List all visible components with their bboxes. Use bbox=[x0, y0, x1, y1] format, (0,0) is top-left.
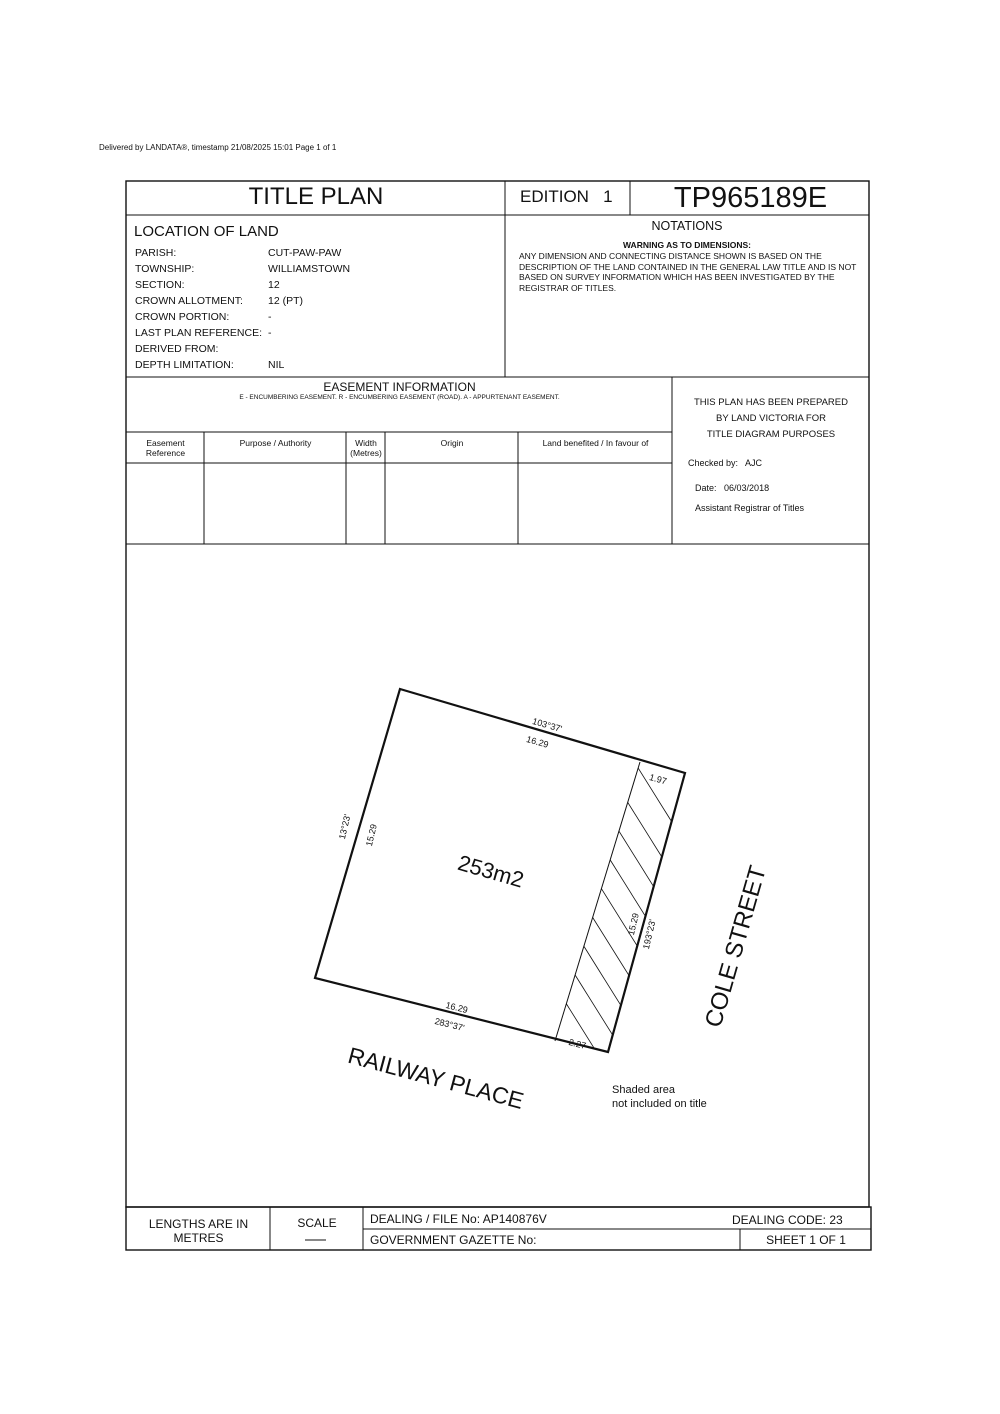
date-label: Date: bbox=[695, 483, 717, 493]
top-length: 16.29 bbox=[525, 734, 550, 750]
location-label: PARISH: bbox=[135, 247, 177, 259]
location-label: LAST PLAN REFERENCE: bbox=[135, 327, 263, 339]
easement-subtitle: E - ENCUMBERING EASEMENT. R - ENCUMBERING EASEMENT (ROAD). A - APPURTENANT EASEMENT. bbox=[239, 394, 560, 401]
delivery-stamp: Delivered by LANDATA®, timestamp 21/08/2025 15:01 Page 1 of 1 bbox=[99, 143, 337, 152]
location-label: DERIVED FROM: bbox=[135, 343, 219, 355]
document-title: TITLE PLAN bbox=[248, 183, 384, 210]
warning-title: WARNING AS TO DIMENSIONS: bbox=[623, 240, 751, 250]
checked-by-label: Checked by: bbox=[688, 458, 739, 468]
dealing-code: DEALING CODE: 23 bbox=[732, 1213, 843, 1227]
street-name-cole-street: COLE STREET bbox=[700, 862, 772, 1031]
street-name-railway-place: RAILWAY PLACE bbox=[345, 1042, 527, 1114]
easement-title: EASEMENT INFORMATION bbox=[323, 380, 476, 394]
location-value: - bbox=[268, 311, 272, 323]
left-bearing: 13°23' bbox=[337, 813, 353, 841]
location-title: LOCATION OF LAND bbox=[134, 223, 279, 240]
sheet-number: SHEET 1 OF 1 bbox=[766, 1233, 846, 1247]
warning-body: ANY DIMENSION AND CONNECTING DISTANCE SHOWN IS BASED ON THE DESCRIPTION OF THE LAND CONTAINED IN THE GENERAL LAW TITLE AND IS NOT BASED ON SURVEY INFORMATION WHICH HAS BEEN INVESTIGATED BY THE REGISTRAR OF TITLES. bbox=[519, 251, 857, 293]
right-bearing: 193°23' bbox=[641, 918, 658, 951]
location-value: - bbox=[268, 327, 272, 339]
bottom-right-offset: 2.27 bbox=[567, 1037, 588, 1051]
date-value: 06/03/2018 bbox=[724, 483, 770, 493]
shaded-area-note: Shaded area bbox=[612, 1084, 675, 1096]
location-value: CUT-PAW-PAW bbox=[268, 247, 342, 259]
notations-title: NOTATIONS bbox=[651, 219, 723, 233]
scale-label: SCALE bbox=[297, 1216, 337, 1230]
parcel-area: 253m2 bbox=[455, 850, 527, 893]
top-right-offset: 1.97 bbox=[648, 772, 668, 787]
edition-number: 1 bbox=[603, 187, 613, 206]
checked-by-value: AJC bbox=[745, 458, 763, 468]
dealing-file-number: DEALING / FILE No: AP140876V bbox=[370, 1212, 547, 1226]
prepared-line-1: THIS PLAN HAS BEEN PREPARED bbox=[694, 397, 848, 408]
top-bearing: 103°37' bbox=[531, 716, 564, 734]
column-header-land-benefited: Land benefited / In favour of bbox=[542, 438, 649, 448]
column-header-width: Width (Metres) bbox=[350, 438, 382, 458]
location-label: SECTION: bbox=[135, 279, 185, 291]
right-length: 15.29 bbox=[626, 912, 641, 937]
prepared-line-3: TITLE DIAGRAM PURPOSES bbox=[706, 429, 836, 440]
lengths-unit: METRES bbox=[173, 1231, 224, 1245]
column-header-origin: Origin bbox=[440, 438, 464, 448]
edition-text: EDITION bbox=[520, 187, 589, 206]
location-value: 12 (PT) bbox=[268, 295, 304, 307]
shaded-area-note: not included on title bbox=[612, 1098, 707, 1110]
prepared-line-2: BY LAND VICTORIA FOR bbox=[716, 413, 826, 424]
lengths-unit: LENGTHS ARE IN bbox=[148, 1217, 249, 1231]
location-value: 12 bbox=[268, 279, 280, 291]
column-header-purpose: Purpose / Authority bbox=[239, 438, 312, 448]
location-value: NIL bbox=[268, 359, 285, 371]
bottom-length: 16.29 bbox=[444, 1000, 469, 1016]
location-label: CROWN ALLOTMENT: bbox=[135, 295, 243, 307]
government-gazette: GOVERNMENT GAZETTE No: bbox=[370, 1233, 537, 1247]
location-label: CROWN PORTION: bbox=[135, 311, 230, 323]
location-label: TOWNSHIP: bbox=[135, 263, 195, 275]
column-header-easement-reference: Easement Reference bbox=[145, 438, 186, 458]
shaded-area-hatching bbox=[564, 755, 680, 1080]
shaded-strip-boundary bbox=[555, 762, 640, 1041]
registrar-role: Assistant Registrar of Titles bbox=[695, 503, 805, 513]
bottom-bearing: 283°37' bbox=[433, 1016, 466, 1034]
left-length: 15.29 bbox=[364, 823, 379, 848]
location-value: WILLIAMSTOWN bbox=[268, 263, 351, 275]
location-label: DEPTH LIMITATION: bbox=[135, 359, 234, 371]
plan-number: TP965189E bbox=[673, 182, 828, 214]
